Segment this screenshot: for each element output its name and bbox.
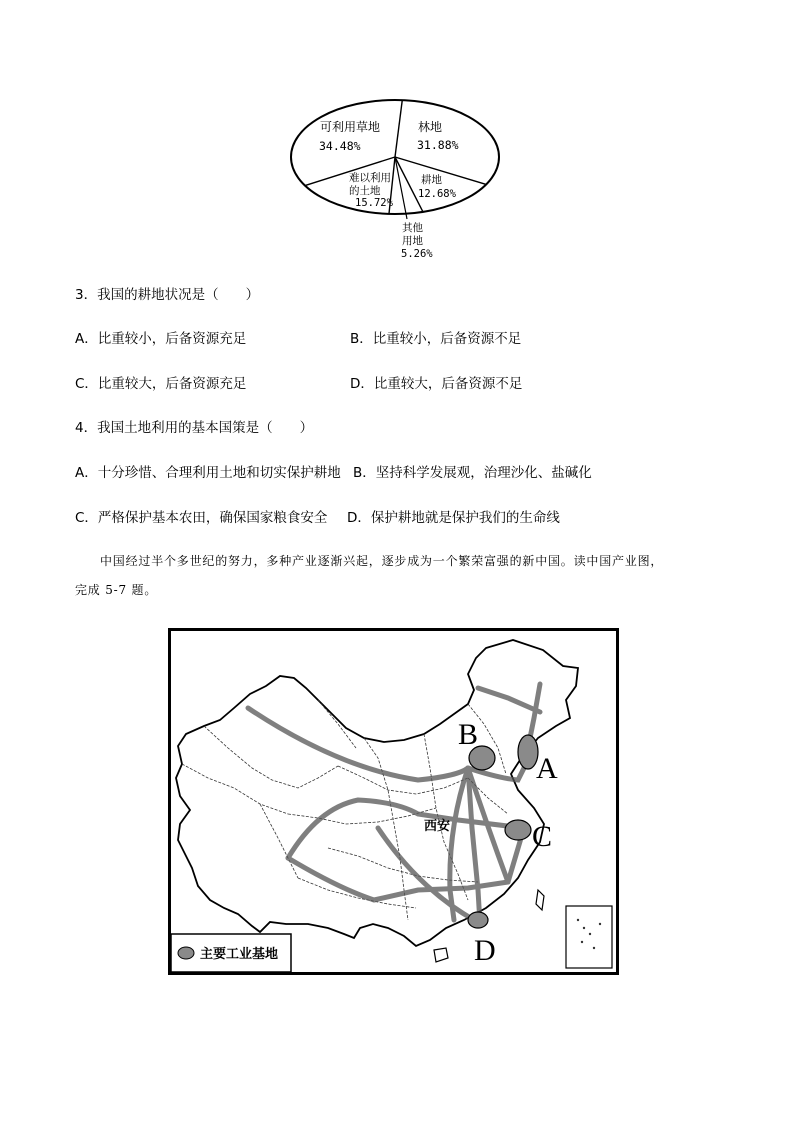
pie-label-other-1: 其他 xyxy=(402,222,423,234)
intro-line-2: 完成 5-7 题。 xyxy=(75,583,158,597)
map-label-a: A xyxy=(536,752,558,785)
pie-label-cropland: 耕地 xyxy=(421,174,442,186)
pie-value-other: 5.26% xyxy=(401,248,433,260)
pie-label-unusable-1: 难以利用 xyxy=(349,172,391,184)
question-4-option-c: C．严格保护基本农田，确保国家粮食安全 xyxy=(75,510,328,526)
industrial-base-d xyxy=(468,912,488,928)
pie-value-cropland: 12.68% xyxy=(418,188,456,200)
industrial-base-c xyxy=(505,820,531,840)
question-3-option-d: D．比重较大，后备资源不足 xyxy=(350,376,523,392)
city-label-xian: 西安 xyxy=(424,819,451,834)
map-frame xyxy=(170,630,618,974)
map-label-b: B xyxy=(458,718,479,751)
pie-value-forest: 31.88% xyxy=(417,138,459,152)
land-use-pie-chart xyxy=(285,95,510,260)
map-label-c: C xyxy=(532,820,553,853)
legend-label: 主要工业基地 xyxy=(200,947,279,962)
intro-line-1: 中国经过半个多世纪的努力，多种产业逐渐兴起，逐步成为一个繁荣富强的新中国。读中国产业图， xyxy=(100,554,664,568)
question-3-stem: 3．我国的耕地状况是（ ） xyxy=(75,287,260,303)
pie-label-unusable-2: 的土地 xyxy=(349,185,381,197)
question-4-option-a: A．十分珍惜、合理利用土地和切实保护耕地 xyxy=(75,465,341,481)
industrial-base-a xyxy=(518,735,538,769)
pie-label-forest: 林地 xyxy=(418,120,443,134)
question-4-option-b: B．坚持科学发展观，治理沙化、盐碱化 xyxy=(353,465,592,481)
question-4-option-d: D．保护耕地就是保护我们的生命线 xyxy=(347,510,560,526)
question-3-option-b: B．比重较小，后备资源不足 xyxy=(350,331,522,347)
legend-swatch xyxy=(178,947,194,959)
pie-label-grassland: 可利用草地 xyxy=(320,120,381,134)
china-industry-map xyxy=(168,628,619,975)
pie-value-grassland: 34.48% xyxy=(319,139,361,153)
question-3-option-a: A．比重较小，后备资源充足 xyxy=(75,331,247,347)
pie-label-other-2: 用地 xyxy=(402,235,423,247)
pie-value-unusable: 15.72% xyxy=(355,197,393,209)
question-4-stem: 4．我国土地利用的基本国策是（ ） xyxy=(75,420,314,436)
south-china-sea-inset xyxy=(566,906,612,968)
question-3-option-c: C．比重较大，后备资源充足 xyxy=(75,376,247,392)
map-label-d: D xyxy=(474,934,496,967)
